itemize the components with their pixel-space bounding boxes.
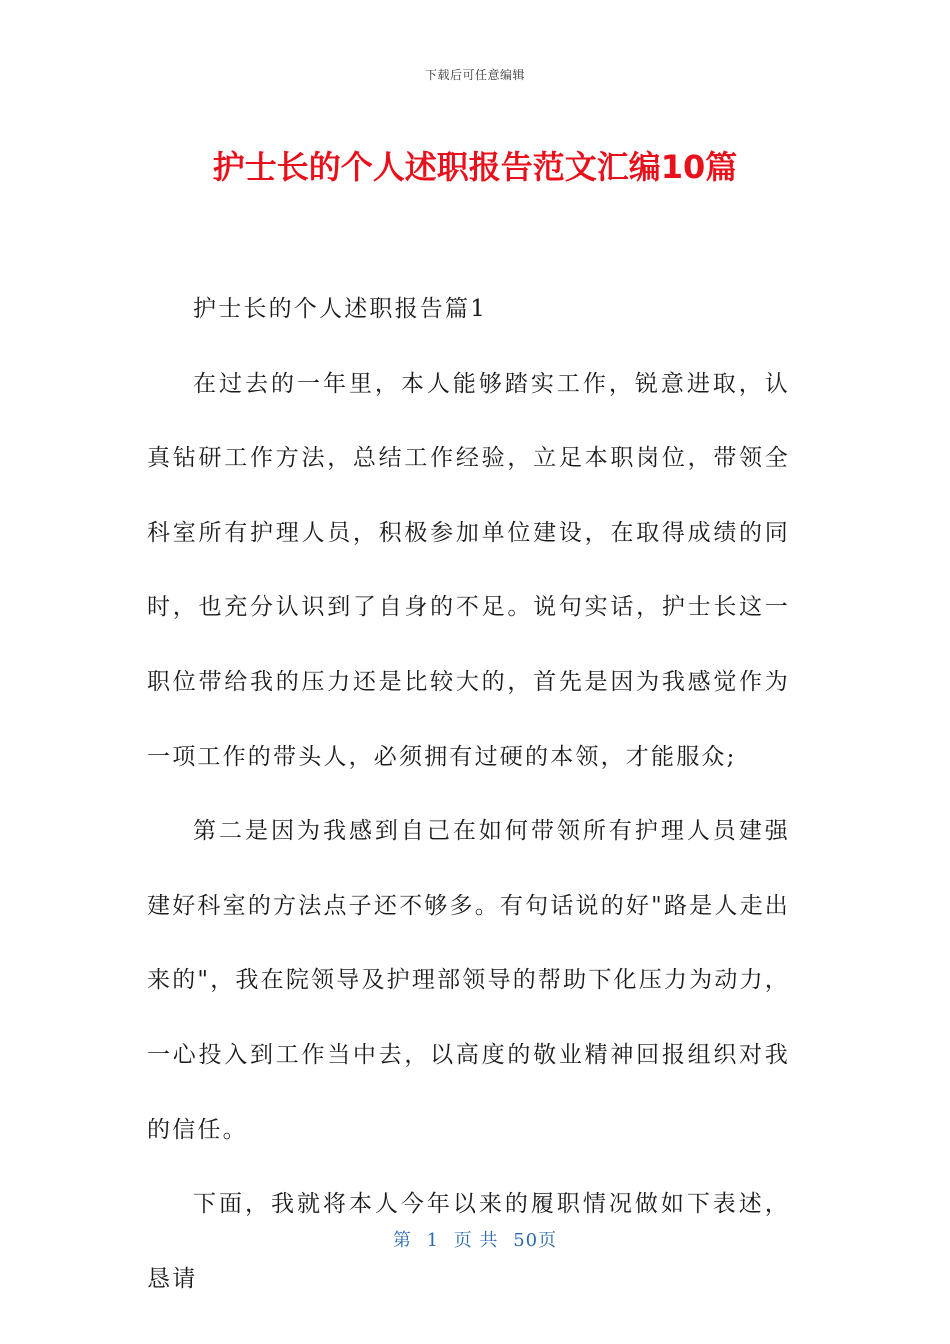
paragraph: 在过去的一年里，本人能够踏实工作，锐意进取，认真钻研工作方法，总结工作经验，立足本职岗位，带领全科室所有护理人员，积极参加单位建设，在取得成绩的同时，也充分认识到了自身的不足。说句实话，护士长这一职位带给我的压力还是比较大的，首先是因为我感觉作为一项工作的带头人，必须拥有过硬的本领，才能服众;	[147, 370, 790, 770]
page-label-mid: 页 共	[453, 1230, 499, 1251]
header-note: 下载后可任意编辑	[424, 68, 525, 82]
paragraph: 第二是因为我感到自己在如何带领所有护理人员建强建好科室的方法点子还不够多。有句话说的好"路是人走出来的"，我在院领导及护理部领导的帮助下化压力为动力，一心投入到工作当中去，以高度的敬业精神回报组织对我的信任。	[147, 818, 790, 1143]
current-page-number: 1	[426, 1230, 440, 1251]
total-pages: 50页	[513, 1230, 558, 1251]
document-title: 护士长的个人述职报告范文汇编10篇	[212, 148, 738, 186]
document-body	[147, 272, 790, 1316]
page-footer	[0, 1226, 950, 1252]
page-label-prefix: 第	[392, 1230, 412, 1251]
paragraph: 下面，我就将本人今年以来的履职情况做如下表述，恳请	[147, 1191, 790, 1292]
section-heading: 护士长的个人述职报告篇1	[193, 296, 488, 322]
